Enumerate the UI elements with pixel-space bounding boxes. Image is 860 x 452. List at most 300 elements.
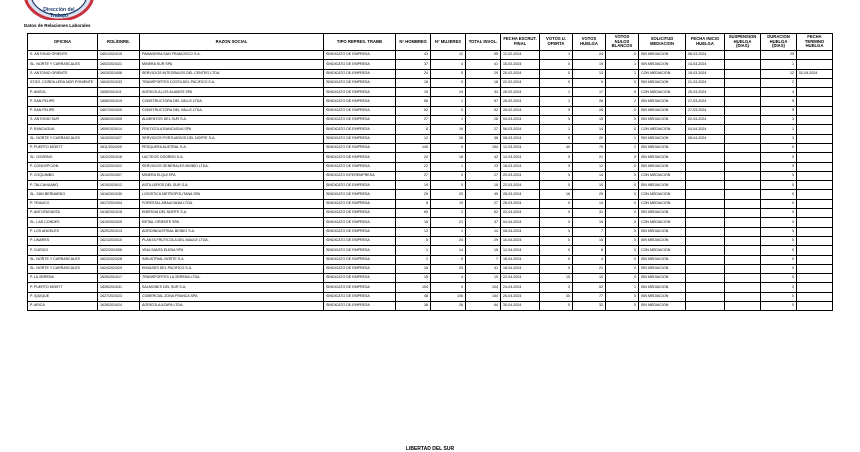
table-cell: 104 xyxy=(466,283,501,292)
table-cell: 25 xyxy=(573,190,606,199)
table-row xyxy=(28,97,833,106)
table-cell: FORESTAL ARAUCANIA LTDA. xyxy=(140,199,324,208)
table-cell xyxy=(686,255,725,264)
table-cell: 1622/2024/06 xyxy=(98,246,140,255)
column-header: FECHA INICIO HUELGA xyxy=(686,34,725,51)
table-cell: 1603/2024/08 xyxy=(98,69,140,78)
logo xyxy=(22,0,96,20)
table-cell: ENERGIA DEL NORTE S.A. xyxy=(140,209,324,218)
table-cell: SL. NORTE Y CARRASCALES xyxy=(28,134,98,143)
table-cell: 24 xyxy=(396,69,431,78)
table-cell: ENVASES DEL PACIFICO S.A. xyxy=(140,264,324,273)
table-cell: 13 xyxy=(396,227,431,236)
table-cell: 1612/2024/16 xyxy=(98,153,140,162)
table-cell: 27 xyxy=(466,125,501,134)
table-cell xyxy=(797,264,833,273)
table-row xyxy=(28,302,833,311)
table-cell: 2 xyxy=(606,97,639,106)
table-cell xyxy=(725,97,761,106)
table-cell: 14 xyxy=(431,246,466,255)
table-cell: 26-03-2024 xyxy=(501,190,540,199)
table-cell: 18 xyxy=(466,78,501,87)
table-cell: 104 xyxy=(396,283,431,292)
table-row xyxy=(28,106,833,115)
table-cell: P. PUERTO MONTT xyxy=(28,143,98,152)
table-cell xyxy=(797,255,833,264)
table-cell: SINDICATO DE EMPRESA xyxy=(324,255,396,264)
table-cell: 19 xyxy=(431,125,466,134)
table-cell: SIN MEDIACION xyxy=(639,97,686,106)
table-cell: 1611/2024/09 xyxy=(98,143,140,152)
table-cell: 0 xyxy=(540,246,573,255)
table-cell: 0 xyxy=(606,181,639,190)
table-cell: 0 xyxy=(606,125,639,134)
table-cell: 1 xyxy=(761,60,797,69)
table-cell xyxy=(686,218,725,227)
table-cell: 1617/2024/04 xyxy=(98,199,140,208)
table-row xyxy=(28,283,833,292)
table-cell: 0 xyxy=(606,264,639,273)
table-cell: 38 xyxy=(396,302,431,311)
table-cell: 1605/2024/11 xyxy=(98,88,140,97)
table-cell: 0 xyxy=(761,218,797,227)
table-cell: 145 xyxy=(396,143,431,152)
table-cell: 0 xyxy=(606,227,639,236)
table-cell: SL. NORTE Y CARRASCALES xyxy=(28,60,98,69)
table-cell: 0 xyxy=(761,143,797,152)
table-row xyxy=(28,60,833,69)
table-cell xyxy=(797,283,833,292)
table-cell: P. RANCAGUA xyxy=(28,125,98,134)
table-cell: 19 xyxy=(573,60,606,69)
table-cell: 21-03-2024 xyxy=(686,78,725,87)
table-cell: SIN MEDIACION xyxy=(639,134,686,143)
table-cell: 60 xyxy=(396,209,431,218)
column-header: FECHA TERMINO HUELGA xyxy=(797,34,833,51)
table-cell: 9 xyxy=(573,78,606,87)
table-cell: 18-03-2024 xyxy=(501,162,540,171)
table-cell: 12-02-2024 xyxy=(501,51,540,60)
table-cell: 70 xyxy=(573,143,606,152)
table-cell: SIN MEDIACION xyxy=(639,143,686,152)
table-cell: 16 xyxy=(540,190,573,199)
table-cell: 0 xyxy=(431,181,466,190)
table-cell: 19 xyxy=(431,199,466,208)
table-cell xyxy=(797,88,833,97)
table-cell: 1 xyxy=(540,125,573,134)
table-row xyxy=(28,236,833,245)
table-cell: 41 xyxy=(466,60,501,69)
table-cell: 0 xyxy=(540,255,573,264)
table-cell: 14 xyxy=(573,199,606,208)
table-cell: 0 xyxy=(606,88,639,97)
table-cell: 0 xyxy=(606,209,639,218)
table-cell xyxy=(686,274,725,283)
table-cell: PANADERIA SAN FRANCISCO S.A. xyxy=(140,51,324,60)
table-cell: SINDICATO DE EMPRESA xyxy=(324,264,396,273)
logo-text-line2: Trabajo xyxy=(50,13,68,19)
table-cell: 16 xyxy=(396,218,431,227)
table-cell: 32 xyxy=(573,302,606,311)
table-cell xyxy=(725,69,761,78)
table-cell: 0 xyxy=(761,264,797,273)
table-cell: SALMONES DEL SUR S.A. xyxy=(140,283,324,292)
table-cell: 0 xyxy=(606,246,639,255)
table-cell: 12-04-2024 xyxy=(501,246,540,255)
table-cell xyxy=(797,190,833,199)
table-cell xyxy=(725,255,761,264)
table-cell: 10 xyxy=(573,274,606,283)
table-cell: 0 xyxy=(761,255,797,264)
table-cell: 1616/2024/30 xyxy=(98,190,140,199)
table-cell: 0 xyxy=(540,78,573,87)
table-cell: SINDICATO DE EMPRESA xyxy=(324,153,396,162)
table-cell xyxy=(725,134,761,143)
table-cell: 28-02-2024 xyxy=(501,97,540,106)
table-row xyxy=(28,190,833,199)
table-cell: SL. NORTE Y CARRASCALES xyxy=(28,264,98,273)
table-cell: 31 xyxy=(573,209,606,218)
table-cell: CON MEDIACION xyxy=(639,171,686,180)
table-cell: 0 xyxy=(761,274,797,283)
table-cell: 5 xyxy=(431,69,466,78)
table-cell: SINDICATO DE EMPRESA xyxy=(324,116,396,125)
table-cell: 0 xyxy=(761,227,797,236)
table-cell: SL. NORTE Y CARRASCALES xyxy=(28,255,98,264)
column-header: ROL/DNRE. xyxy=(98,34,140,51)
table-cell: SINDICATO DE EMPRESA xyxy=(324,60,396,69)
table-cell: CON MEDIACION xyxy=(639,199,686,208)
table-cell: SINDICATO DE EMPRESA xyxy=(324,218,396,227)
table-cell: 1 xyxy=(540,51,573,60)
table-cell: 1601/2024/15 xyxy=(98,51,140,60)
table-cell: RETAIL ORIENTE SPA xyxy=(140,218,324,227)
column-header: DURACION HUELGA (DIAS) xyxy=(761,34,797,51)
table-cell: 1621/2024/10 xyxy=(98,236,140,245)
table-cell: 4 xyxy=(573,255,606,264)
document-title: Datos de Relaciones Laborales xyxy=(24,23,91,28)
table-cell: 20 xyxy=(573,134,606,143)
table-cell xyxy=(725,181,761,190)
table-cell: 15 xyxy=(573,116,606,125)
table-cell xyxy=(797,116,833,125)
table-cell xyxy=(725,274,761,283)
table-cell: 55 xyxy=(466,51,501,60)
table-cell: 1 xyxy=(606,283,639,292)
table-row xyxy=(28,134,833,143)
table-cell: SINDICATO DE EMPRESA xyxy=(324,236,396,245)
table-cell: 0 xyxy=(540,302,573,311)
table-cell: 0 xyxy=(606,116,639,125)
table-cell xyxy=(686,171,725,180)
table-cell: CONSTRUCTORA DEL VALLE LTDA. xyxy=(140,106,324,115)
table-cell xyxy=(797,125,833,134)
table-cell: P. ANTOFAGASTA xyxy=(28,209,98,218)
table-cell: 154 xyxy=(466,292,501,301)
table-cell: SL. LAS CONDES xyxy=(28,218,98,227)
table-cell: 2 xyxy=(396,255,431,264)
table-cell: 1602/2024/21 xyxy=(98,60,140,69)
table-cell: SL. SAN BERNARDO xyxy=(28,190,98,199)
table-cell: 02-04-2024 xyxy=(501,209,540,218)
table-cell xyxy=(725,236,761,245)
table-cell: 20-02-2024 xyxy=(501,69,540,78)
table-cell: LOGISTICA METROPOLITANA SPA xyxy=(140,190,324,199)
table-cell: SIN MEDIACION xyxy=(639,283,686,292)
table-cell: 25-03-2024 xyxy=(686,88,725,97)
table-cell: 29 xyxy=(466,236,501,245)
table-cell: 14 xyxy=(466,227,501,236)
table-row xyxy=(28,264,833,273)
table-cell: 02-04-2024 xyxy=(797,69,833,78)
table-cell: 14 xyxy=(573,171,606,180)
table-cell: 43 xyxy=(396,51,431,60)
table-cell: SINDICATO DE EMPRESA xyxy=(324,162,396,171)
table-cell: 1620/2024/13 xyxy=(98,227,140,236)
table-cell: 08-04-2024 xyxy=(501,227,540,236)
table-cell xyxy=(797,162,833,171)
table-cell xyxy=(686,236,725,245)
table-cell: 19 xyxy=(466,181,501,190)
table-cell xyxy=(686,181,725,190)
table-cell: 14 xyxy=(573,125,606,134)
table-cell xyxy=(725,190,761,199)
table-cell: COMERCIAL ZONA FRANCA SPA xyxy=(140,292,324,301)
table-cell: 0 xyxy=(606,171,639,180)
table-cell: 1613/2024/22 xyxy=(98,162,140,171)
table-cell xyxy=(797,246,833,255)
table-cell: 0 xyxy=(431,171,466,180)
table-row xyxy=(28,125,833,134)
table-cell: 2 xyxy=(606,143,639,152)
table-cell: 18 xyxy=(431,153,466,162)
table-cell: CON MEDIACION xyxy=(639,246,686,255)
table-cell: S. ANTONIO ORIENTE xyxy=(28,51,98,60)
table-cell: 0 xyxy=(606,292,639,301)
table-cell: PLANTA FRUTICOLA DEL MAULE LTDA. xyxy=(140,236,324,245)
table-cell: 20 xyxy=(431,190,466,199)
table-cell: 27 xyxy=(466,199,501,208)
column-header: TIPO REPRES. TRABB xyxy=(324,34,396,51)
table-cell: 27 xyxy=(396,171,431,180)
table-cell: SINDICATO INTEREMPRESA xyxy=(324,171,396,180)
table-cell: 0 xyxy=(761,236,797,245)
table-cell: 19-03-2024 xyxy=(686,69,725,78)
table-cell xyxy=(725,106,761,115)
table-cell: 12 xyxy=(396,134,431,143)
table-header-row xyxy=(28,34,833,51)
table-cell: 0 xyxy=(540,236,573,245)
table-cell: MINERA SUR SPA xyxy=(140,60,324,69)
table-cell xyxy=(725,88,761,97)
table-row xyxy=(28,292,833,301)
table-cell: 0 xyxy=(606,236,639,245)
table-cell xyxy=(797,60,833,69)
table-cell: VINA SANTA ELENA SPA xyxy=(140,246,324,255)
table-cell: 15 xyxy=(466,246,501,255)
table-cell: FRUTICOLA RANCAGUA SPA xyxy=(140,125,324,134)
table-cell xyxy=(686,143,725,152)
table-cell xyxy=(725,60,761,69)
table-cell: AGRICOLA AZAPA LTDA. xyxy=(140,302,324,311)
table-cell xyxy=(686,162,725,171)
table-cell: 106 xyxy=(431,292,466,301)
table-cell: 1 xyxy=(431,227,466,236)
table-cell: 0 xyxy=(540,199,573,208)
table-cell xyxy=(797,236,833,245)
table-cell: 0 xyxy=(540,283,573,292)
table-cell: 1623/2024/28 xyxy=(98,255,140,264)
column-header: RAZON SOCIAL xyxy=(140,34,324,51)
table-cell: 21 xyxy=(573,153,606,162)
table-row xyxy=(28,209,833,218)
table-cell: 1 xyxy=(606,69,639,78)
table-cell xyxy=(686,283,725,292)
table-cell: LACTEOS OSORNO S.A. xyxy=(140,153,324,162)
table-cell: 16-04-2024 xyxy=(501,255,540,264)
table-row xyxy=(28,171,833,180)
table-cell: SINDICATO DE EMPRESA xyxy=(324,227,396,236)
table-cell: SINDICATO DE EMPRESA xyxy=(324,246,396,255)
table-cell xyxy=(725,143,761,152)
table-cell: 0 xyxy=(540,106,573,115)
table-cell xyxy=(797,181,833,190)
table-cell: 0 xyxy=(606,199,639,208)
table-cell: 16 xyxy=(396,264,431,273)
table-cell: 0 xyxy=(606,162,639,171)
table-cell: 08-04-2024 xyxy=(686,134,725,143)
table-cell: 04-04-2024 xyxy=(686,125,725,134)
table-cell: P. TEMUCO xyxy=(28,199,98,208)
table-cell: 37 xyxy=(466,218,501,227)
table-cell: P. COQUIMBO xyxy=(28,171,98,180)
table-cell: 1 xyxy=(606,60,639,69)
table-cell: ALIMENTOS DEL SUR S.A. xyxy=(140,116,324,125)
table-cell: AGRICOLA LOS ALAMOS SPA xyxy=(140,88,324,97)
table-cell: 15 xyxy=(396,88,431,97)
table-cell: 1 xyxy=(431,116,466,125)
table-cell: SINDICATO DE EMPRESA xyxy=(324,69,396,78)
table-cell: 0 xyxy=(431,106,466,115)
table-cell xyxy=(725,218,761,227)
table-cell: 19 xyxy=(431,88,466,97)
table-cell: SINDICATO DE EMPRESA xyxy=(324,143,396,152)
table-cell: 26-02-2024 xyxy=(501,88,540,97)
table-cell: SIN MEDIACION xyxy=(639,78,686,87)
table-cell xyxy=(686,302,725,311)
table-cell xyxy=(725,78,761,87)
table-cell: 18-04-2024 xyxy=(501,264,540,273)
table-cell: 1610/2024/27 xyxy=(98,134,140,143)
table-cell: SERVICIOS INTEGRALES DEL CENTRO LTDA. xyxy=(140,69,324,78)
table-cell: 5 xyxy=(761,106,797,115)
table-cell: 12-03-2024 xyxy=(501,143,540,152)
table-cell: 10-04-2024 xyxy=(501,236,540,245)
table-cell xyxy=(725,199,761,208)
table-cell: 06-03-2024 xyxy=(501,125,540,134)
table-row xyxy=(28,218,833,227)
table-cell: P. SAN FELIPE xyxy=(28,106,98,115)
table-body xyxy=(28,51,833,311)
table-cell: 1627/2024/23 xyxy=(98,292,140,301)
table-cell: 4 xyxy=(761,88,797,97)
table-row xyxy=(28,227,833,236)
table-cell: 27-03-2024 xyxy=(686,97,725,106)
table-cell: 21 xyxy=(573,264,606,273)
table-cell: 28-03-2024 xyxy=(501,199,540,208)
column-header: SOLICITUD MEDIACION xyxy=(639,34,686,51)
column-header: VOTOS U. OFERTA xyxy=(540,34,573,51)
table-cell: 04-03-2024 xyxy=(501,116,540,125)
table-cell xyxy=(797,227,833,236)
table-cell: 1619/2024/25 xyxy=(98,218,140,227)
table-cell: CON MEDIACION xyxy=(639,88,686,97)
table-cell: 0 xyxy=(761,153,797,162)
table-cell: 08-03-2024 xyxy=(501,134,540,143)
table-cell: ASTILLEROS DEL SUR S.A. xyxy=(140,181,324,190)
table-cell: SINDICATO DE EMPRESA xyxy=(324,274,396,283)
table-cell: CON MEDIACION xyxy=(639,218,686,227)
table-cell: SIN MEDIACION xyxy=(639,209,686,218)
table-cell: 1608/2024/05 xyxy=(98,116,140,125)
table-cell: P. ANGOL xyxy=(28,88,98,97)
table-cell xyxy=(797,97,833,106)
table-cell: 0 xyxy=(540,218,573,227)
table-cell xyxy=(686,190,725,199)
table-cell: 2 xyxy=(431,209,466,218)
table-cell: 02-04-2024 xyxy=(686,116,725,125)
table-cell: 0 xyxy=(540,69,573,78)
table-cell: 29 xyxy=(466,69,501,78)
column-header: N° HOMBRES xyxy=(396,34,431,51)
table-cell: 08-03-2024 xyxy=(686,51,725,60)
table-cell: SINDICATO DE EMPRESA xyxy=(324,209,396,218)
table-cell: SIN MEDIACION xyxy=(639,274,686,283)
table-cell: 0 xyxy=(606,274,639,283)
table-cell: 62 xyxy=(466,209,501,218)
table-cell: CONSTRUCTORA DEL VALLE LTDA. xyxy=(140,97,324,106)
table-cell: 1 xyxy=(540,88,573,97)
table-cell: 8 xyxy=(396,125,431,134)
table-cell: P. ARICA xyxy=(28,302,98,311)
table-cell xyxy=(797,199,833,208)
table-cell: 77 xyxy=(573,292,606,301)
table-cell: 12 xyxy=(761,69,797,78)
table-cell: 4 xyxy=(431,60,466,69)
table-cell: 57 xyxy=(466,97,501,106)
table-cell: 48 xyxy=(396,292,431,301)
table-cell: 0 xyxy=(431,283,466,292)
table-cell xyxy=(797,51,833,60)
table-cell: 27-03-2024 xyxy=(686,106,725,115)
table-cell xyxy=(725,116,761,125)
table-cell: 7 xyxy=(466,255,501,264)
table-cell: SINDICATO DE EMPRESA xyxy=(324,292,396,301)
table-cell: 25 xyxy=(431,264,466,273)
table-cell: 18 xyxy=(396,78,431,87)
table-cell: 04-04-2024 xyxy=(501,218,540,227)
table-cell: 3 xyxy=(761,134,797,143)
table-cell: 0 xyxy=(606,190,639,199)
table-cell: S. ANTONIO SUR xyxy=(28,116,98,125)
table-cell: 0 xyxy=(540,209,573,218)
table-cell: 0 xyxy=(606,106,639,115)
table-cell: 7 xyxy=(573,227,606,236)
table-cell xyxy=(686,153,725,162)
table-cell: SL. OSORNO xyxy=(28,153,98,162)
table-row xyxy=(28,78,833,87)
table-cell: 8 xyxy=(573,246,606,255)
